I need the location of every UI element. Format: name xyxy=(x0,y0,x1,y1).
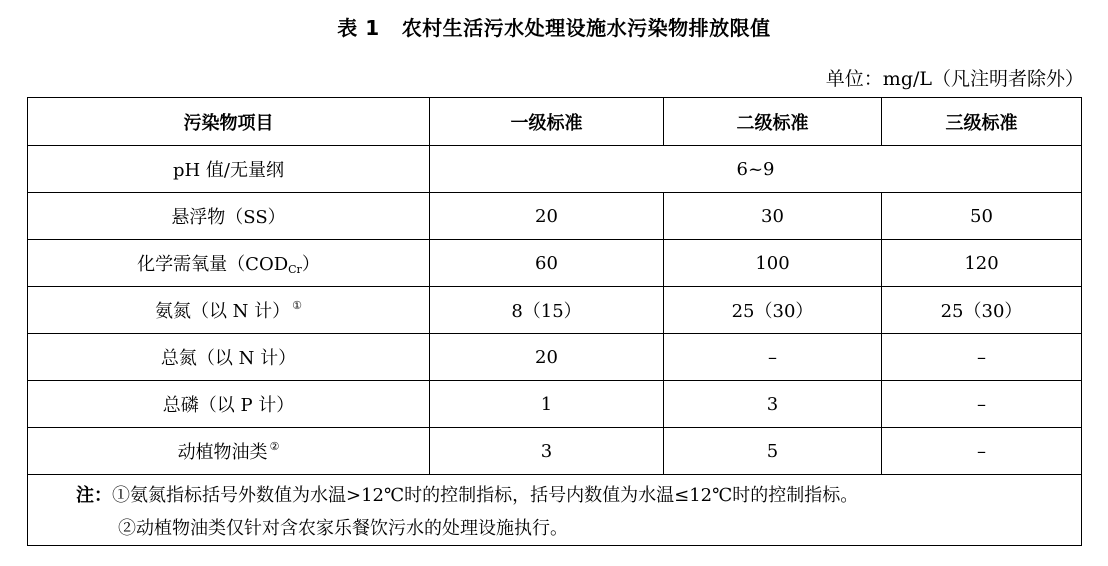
grade-2-cell: – xyxy=(664,334,882,381)
table-row xyxy=(28,240,1082,287)
pollutant-cell xyxy=(28,287,430,334)
table-row xyxy=(28,287,1082,334)
header-pollutant: 污染物项目 xyxy=(28,98,430,146)
grade-1-cell: 1 xyxy=(430,381,664,428)
table-number: 表 1 xyxy=(337,16,380,40)
pollutant-name: 动植物油类 xyxy=(177,442,268,463)
emission-limits-table xyxy=(27,97,1082,546)
grade-1-cell: 20 xyxy=(430,193,664,240)
pollutant-cell: 总磷（以 P 计） xyxy=(28,381,430,428)
notes-cell xyxy=(28,475,1082,546)
grade-1-cell: 20 xyxy=(430,334,664,381)
header-grade-2: 二级标准 xyxy=(664,98,882,146)
note-1-text: ①氨氮指标括号外数值为水温>12℃时的控制指标，括号内数值为水温≤12℃时的控制指标。 xyxy=(112,485,859,506)
pollutant-suffix: ） xyxy=(301,254,320,275)
note-2: ②动植物油类仅针对含农家乐餐饮污水的处理设施执行。 xyxy=(118,518,568,539)
table-row xyxy=(28,334,1082,381)
pollutant-cell xyxy=(28,240,430,287)
table-row xyxy=(28,193,1082,240)
unit-note: 单位：mg/L（凡注明者除外） xyxy=(825,68,1084,90)
grade-2-cell: 5 xyxy=(664,428,882,475)
merged-value-cell: 6~9 xyxy=(430,146,1082,193)
pollutant-cell: 悬浮物（SS） xyxy=(28,193,430,240)
header-grade-1: 一级标准 xyxy=(430,98,664,146)
note-prefix: 注： xyxy=(76,485,112,506)
pollutant-cell: 总氮（以 N 计） xyxy=(28,334,430,381)
grade-2-cell: 30 xyxy=(664,193,882,240)
pollutant-name: 化学需氧量（COD xyxy=(137,254,289,275)
table-row xyxy=(28,146,1082,193)
grade-2-cell: 3 xyxy=(664,381,882,428)
table-row xyxy=(28,428,1082,475)
grade-3-cell: – xyxy=(882,334,1082,381)
grade-1-cell: 60 xyxy=(430,240,664,287)
note-1 xyxy=(76,479,1081,512)
grade-3-cell: 25（30） xyxy=(882,287,1082,334)
table-title-text: 农村生活污水处理设施水污染物排放限值 xyxy=(401,16,771,40)
grade-2-cell: 25（30） xyxy=(664,287,882,334)
table-row xyxy=(28,381,1082,428)
header-grade-3: 三级标准 xyxy=(882,98,1082,146)
grade-3-cell: 120 xyxy=(882,240,1082,287)
grade-1-cell: 8（15） xyxy=(430,287,664,334)
grade-3-cell: 50 xyxy=(882,193,1082,240)
grade-3-cell: – xyxy=(882,381,1082,428)
footnote-marker: ② xyxy=(269,440,280,453)
grade-1-cell: 3 xyxy=(430,428,664,475)
pollutant-cell xyxy=(28,428,430,475)
pollutant-subscript: Cr xyxy=(288,263,302,276)
pollutant-name: 氨氮（以 N 计） xyxy=(154,301,291,322)
grade-3-cell: – xyxy=(882,428,1082,475)
grade-2-cell: 100 xyxy=(664,240,882,287)
pollutant-cell: pH 值/无量纲 xyxy=(28,146,430,193)
table-title xyxy=(0,14,1108,42)
notes-row xyxy=(28,475,1082,546)
header-row xyxy=(28,98,1082,146)
footnote-marker: ① xyxy=(292,299,303,312)
